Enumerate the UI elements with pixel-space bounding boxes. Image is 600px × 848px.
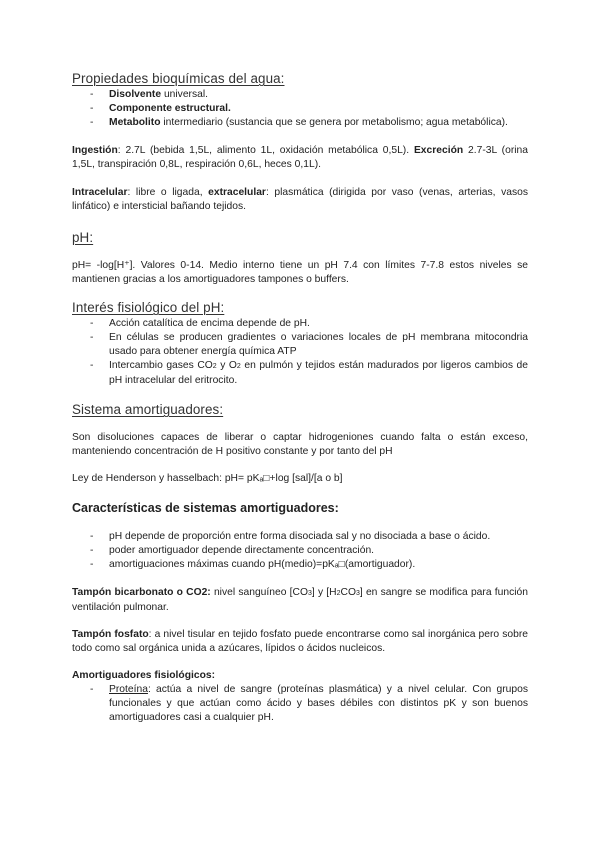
intracelular-paragraph: Intracelular: libre o ligada, extracelular: plasmática (dirigida por vaso (venas, arterias, vasos linfático) e intersticial bañando tejidos. [72,187,528,212]
list-item: - Acción catalítica de encima depende de pH. [72,317,528,331]
list-item: - Metabolito intermediario (sustancia que se genera por metabolismo; agua metabólica). [72,116,528,130]
list-item: - Componente estructural. [72,102,528,116]
caracteristicas-list [72,530,528,572]
fisiologicos-list [72,683,528,725]
list-item: - En células se producen gradientes o variaciones locales de pH membrana mitocondria usado para obtener energía química ATP [72,331,528,359]
fosfato-paragraph: Tampón fosfato: a nivel tisular en tejido fosfato puede encontrarse como sal inorgánica pero sobre todo como sal orgánica unida a azúcares, lípidos o ácidos nucleicos. [72,629,528,654]
section-heading-interes: Interés fisiológico del pH: [72,300,225,315]
caracteristicas-heading: Características de sistemas amortiguadores: [72,501,339,515]
ph-paragraph: pH= -log[H⁺]. Valores 0-14. Medio interno tiene un pH 7.4 con límites 7-7.8 estos niveles se mantienen gracias a los amortiguadores tampones o buffers. [72,260,528,285]
interes-list [72,317,528,388]
sistema-paragraph: Son disoluciones capaces de liberar o captar hidrogeniones cuando falta o están exceso, manteniendo concentración de H positivo constante y por tanto del pH [72,432,528,457]
agua-list [72,88,528,130]
bicarbonato-paragraph: Tampón bicarbonato o CO2: nivel sanguíneo [CO3] y [H2CO3] en sangre se modifica para función ventilación pulmonar. [72,587,528,613]
list-item: - Disolvente universal. [72,88,528,102]
list-item: - pH depende de proporción entre forma disociada sal y no disociada a base o ácido. [72,530,528,544]
ingestion-paragraph: Ingestión: 2.7L (bebida 1,5L, alimento 1L, oxidación metabólica 0,5L). Excreción 2.7-3L (orina 1,5L, transpiración 0,8L, respiración 0,6L, heces 0,1L). [72,145,528,170]
section-heading-sistema: Sistema amortiguadores: [72,402,224,417]
list-item: - amortiguaciones máximas cuando pH(medio)=pKₐ□(amortiguador). [72,558,528,572]
list-item: - poder amortiguador depende directamente concentración. [72,544,528,558]
fisiologicos-heading: Amortiguadores fisiológicos: [72,670,216,681]
section-heading-agua: Propiedades bioquímicas del agua: [72,71,285,86]
list-item: - Intercambio gases CO2 y O2 en pulmón y tejidos están madurados por ligeros cambios de pH intracelular del eritrocito. [72,359,528,388]
section-heading-ph: pH: [72,230,94,245]
document-page [72,70,528,725]
henderson-paragraph: Ley de Henderson y hasselbach: pH= pKₐ□+log [sal]/[a o b] [72,473,343,484]
list-item: - Proteína: actúa a nivel de sangre (proteínas plasmática) y a nivel celular. Con grupos funcionales y que actúan como ácido y bases débiles con distintos pK y son buenos amortiguadores casi a cualquier pH. [72,683,528,725]
